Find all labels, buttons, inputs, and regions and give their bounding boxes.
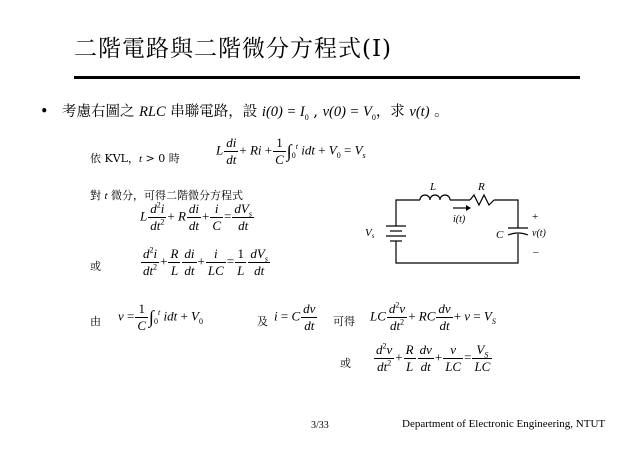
or-label-1: 或 <box>90 260 101 273</box>
bullet-statement <box>40 100 449 121</box>
label-resistor: R <box>478 181 485 193</box>
initial-voltage-sub: 0 <box>371 112 376 122</box>
bullet-middle: 串聯電路，設 <box>165 104 262 120</box>
from-label: 由 <box>90 315 101 328</box>
target-voltage: v(t) <box>409 104 430 120</box>
label-source: Vs <box>365 227 375 240</box>
bullet-symbol: • <box>40 104 49 120</box>
initial-voltage: v(0) = V <box>322 104 372 120</box>
page-number: 3/33 <box>311 420 329 431</box>
circuit-name: RLC <box>139 104 166 120</box>
bullet-end: 。 <box>429 104 449 120</box>
wire-top-right <box>494 200 518 228</box>
capacitor-voltage-equation: v = $\frac{1}{C}$ $\int_0^t$ idt + $V_0$ <box>118 301 203 333</box>
slide-title: 二階電路與二階微分方程式(I) <box>74 36 393 62</box>
second-order-equation: L $\frac{d^2i}{dt^2}$ + R $\frac{di}{dt}$ + $\frac{i}{C}$ = $\frac{dV_s}{dt}$ <box>140 200 252 233</box>
bullet-sep: , <box>308 104 323 120</box>
label-capacitor: C <box>496 229 504 241</box>
get-label: 可得 <box>333 315 355 328</box>
bullet-ask: ，求 <box>375 104 410 120</box>
label-minus: – <box>533 246 539 258</box>
department-name: Department of Electronic Engineering, NTUT <box>402 418 606 430</box>
kvl-equation: L $\frac{di}{dt}$ + Ri + $\frac{1}{C}$ $\int_0^t$ idt + $V_0 = V_s$ <box>216 135 366 167</box>
initial-current-sub: 0 <box>304 112 309 122</box>
label-capacitor-voltage: v(t) <box>532 228 546 239</box>
voltage-ode: LC $\frac{d^2v}{dt^2}$ + RC $\frac{dv}{dt}$ + $v = V_S$ <box>370 300 496 333</box>
title-underline <box>74 76 580 79</box>
inductor-symbol <box>420 195 450 200</box>
current-arrow-head <box>466 205 471 211</box>
label-current: i(t) <box>453 214 466 225</box>
wire-top-left <box>396 200 420 226</box>
normalized-equation: $\frac{d^2i}{dt^2}$ + $\frac{R}{L}$ $\frac{di}{dt}$ + $\frac{i}{LC}$ = $\frac{1}{L}$ $\frac{dV_s}{dt}$ <box>143 245 268 278</box>
differentiate-text: 對 t 微分，可得二階微分方程式 <box>90 189 244 202</box>
capacitor-current-equation: i = C $\frac{dv}{dt}$ <box>274 301 316 333</box>
and-label: 及 <box>257 315 268 328</box>
normalized-voltage-ode: $\frac{d^2v}{dt^2}$ + $\frac{R}{L}$ $\frac{dv}{dt}$ + $\frac{v}{LC}$ = $\frac{V_S}{LC}$ <box>376 341 491 374</box>
resistor-symbol <box>470 195 494 205</box>
rlc-circuit-diagram <box>356 178 556 273</box>
initial-current: i(0) = I <box>261 104 305 120</box>
label-plus: + <box>532 211 539 223</box>
kvl-text: 依 KVL，t > 0 時 <box>90 152 180 165</box>
bullet-prefix: 考慮右圖之 <box>62 104 140 120</box>
label-inductor: L <box>430 181 437 193</box>
or-label-2: 或 <box>340 357 351 370</box>
